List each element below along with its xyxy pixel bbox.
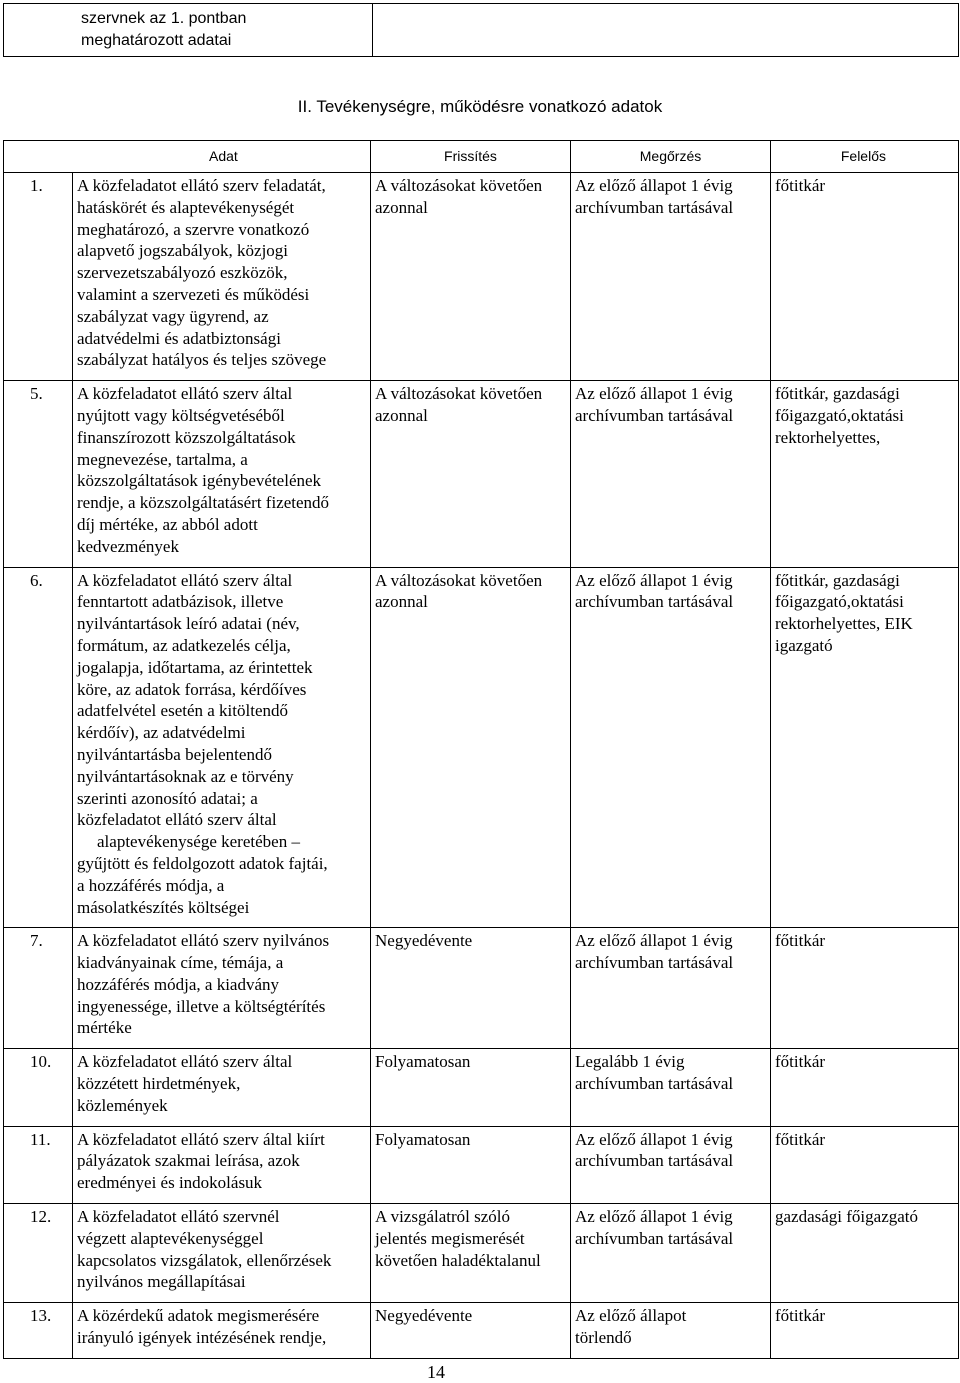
header-frissites: Frissítés — [371, 141, 571, 173]
section-title: II. Tevékenységre, működésre vonatkozó adatok — [297, 97, 663, 116]
top-text-line: szervnek az 1. pontban — [81, 10, 247, 27]
row-felelos-line: főtitkár — [775, 1129, 826, 1149]
row-number: 7. — [4, 928, 73, 1049]
row-number: 12. — [4, 1204, 73, 1303]
row-description-line: köre, az adatok forrása, kérdőíves — [77, 679, 307, 699]
row-felelos-line: főtitkár, gazdasági — [775, 570, 900, 590]
row-megorzes-line: archívumban tartásával — [575, 1074, 734, 1094]
row-description-line: megnevezése, tartalma, a — [77, 449, 248, 469]
row-frissites-line: Negyedévente — [375, 931, 473, 951]
row-felelos — [771, 928, 959, 1049]
row-description — [73, 381, 371, 567]
table-row — [4, 1303, 959, 1359]
row-megorzes-line: archívumban tartásával — [575, 1228, 734, 1248]
row-description-line: végzett alaptevékenységgel — [77, 1228, 264, 1248]
table-row — [4, 173, 959, 381]
table-row — [4, 1049, 959, 1126]
row-description-line: közzétett hirdetmények, — [77, 1074, 241, 1094]
row-felelos-line: gazdasági főigazgató — [775, 1207, 919, 1227]
row-frissites-line: Negyedévente — [375, 1306, 473, 1326]
row-frissites-line: Folyamatosan — [375, 1129, 471, 1149]
top-text-line: meghatározott adatai — [81, 32, 232, 49]
row-description-line: meghatározó, a szervre vonatkozó — [77, 219, 310, 239]
row-felelos-line: főigazgató,oktatási — [775, 405, 904, 425]
row-description — [73, 928, 371, 1049]
row-number: 6. — [4, 567, 73, 928]
row-megorzes — [571, 1204, 771, 1303]
header-felelos: Felelős — [771, 141, 959, 173]
row-megorzes-line: archívumban tartásával — [575, 592, 734, 612]
row-description-line: ingyenessége, illetve a költségtérítés — [77, 996, 326, 1016]
row-felelos — [771, 1126, 959, 1203]
row-description-line: közszolgáltatások igénybevételének — [77, 471, 322, 491]
row-megorzes-line: törlendő — [575, 1328, 632, 1348]
row-description — [73, 1049, 371, 1126]
row-description-line: nyújtott vagy költségvetéséből — [77, 405, 285, 425]
table-body — [4, 173, 959, 1359]
row-description-line: a hozzáférés módja, a — [77, 875, 225, 895]
table-row — [4, 1204, 959, 1303]
row-felelos — [771, 1303, 959, 1359]
row-description-line: formátum, az adatkezelés célja, — [77, 635, 291, 655]
row-felelos — [771, 567, 959, 928]
top-table-cell-text — [4, 4, 373, 57]
row-number: 1. — [4, 173, 73, 381]
row-description-line: A közfeladatot ellátó szerv nyilvános — [77, 931, 330, 951]
row-megorzes-line: Az előző állapot 1 évig — [575, 1129, 733, 1149]
row-megorzes — [571, 1303, 771, 1359]
row-megorzes — [571, 567, 771, 928]
row-megorzes-line: Az előző állapot 1 évig — [575, 176, 733, 195]
row-megorzes — [571, 1049, 771, 1126]
row-description-line: A közfeladatot ellátó szervnél — [77, 1207, 280, 1227]
row-frissites-line: jelentés megismerését — [375, 1228, 525, 1248]
row-description — [73, 1303, 371, 1359]
row-description-line: hatáskörét és alaptevékenységét — [77, 197, 295, 217]
row-felelos-line: főtitkár — [775, 1306, 826, 1326]
row-felelos — [771, 173, 959, 381]
table-row — [4, 381, 959, 567]
row-frissites — [371, 173, 571, 381]
row-frissites-line: A vizsgálatról szóló — [375, 1207, 511, 1227]
row-frissites-line: A változásokat követően — [375, 570, 543, 590]
row-frissites-line: A változásokat követően — [375, 384, 543, 404]
row-description-line: valamint a szervezeti és működési — [77, 284, 310, 304]
row-frissites — [371, 567, 571, 928]
row-description-line: nyilvántartások leíró adatai (név, — [77, 614, 300, 634]
header-adat: Adat — [4, 141, 371, 173]
row-description-line: A közfeladatot ellátó szerv feladatát, — [77, 176, 326, 195]
row-felelos-line: rektorhelyettes, — [775, 427, 881, 447]
row-description — [73, 567, 371, 928]
row-description-line: jogalapja, időtartama, az érintettek — [77, 657, 313, 677]
row-megorzes-line: Az előző állapot 1 évig — [575, 384, 733, 404]
row-felelos — [771, 381, 959, 567]
row-number: 5. — [4, 381, 73, 567]
table-row — [4, 928, 959, 1049]
row-description-line: kedvezmények — [77, 536, 179, 556]
row-frissites — [371, 928, 571, 1049]
row-description — [73, 173, 371, 381]
row-frissites — [371, 381, 571, 567]
row-felelos-line: főtitkár — [775, 1052, 826, 1072]
row-description-line: nyilvántartásba bejelentendő — [77, 744, 272, 764]
row-description-line: adatvédelmi és adatbiztonsági — [77, 328, 281, 348]
row-megorzes-line: Az előző állapot 1 évig — [575, 931, 733, 951]
row-megorzes-line: Az előző állapot 1 évig — [575, 570, 733, 590]
row-description-line: szervezetszabályozó eszközök, — [77, 263, 288, 283]
row-description-line: A közfeladatot ellátó szerv által — [77, 1052, 293, 1072]
row-felelos-line: főtitkár — [775, 176, 826, 195]
row-description-line: szerinti azonosító adatai; a — [77, 788, 258, 808]
row-description-line: A közfeladatot ellátó szerv által — [77, 570, 293, 590]
row-description-line: közlemények — [77, 1095, 168, 1115]
row-description-line: alapvető jogszabályok, közjogi — [77, 241, 289, 261]
row-description-line: A közfeladatot ellátó szerv által kiírt — [77, 1129, 325, 1149]
row-description-line: nyilvántartásoknak az e törvény — [77, 766, 294, 786]
row-description-line: rendje, a közszolgáltatásért fizetendő — [77, 493, 330, 513]
row-felelos-line: főtitkár — [775, 931, 826, 951]
row-description-line: irányuló igények intézésének rendje, — [77, 1328, 327, 1348]
row-description-line: kérdőív), az adatvédelmi — [77, 723, 246, 743]
row-megorzes-line: archívumban tartásával — [575, 405, 734, 425]
row-felelos — [771, 1049, 959, 1126]
row-description-line: fenntartott adatbázisok, illetve — [77, 592, 284, 612]
row-megorzes-line: archívumban tartásával — [575, 953, 734, 973]
row-description-line: gyűjtött és feldolgozott adatok fajtái, — [77, 853, 328, 873]
table-header-row — [4, 141, 959, 173]
table-row — [4, 567, 959, 928]
page-number: 14 — [427, 1362, 445, 1382]
row-description-line: szabályzat vagy ügyrend, az — [77, 306, 269, 326]
row-megorzes-line: Az előző állapot 1 évig — [575, 1207, 733, 1227]
row-felelos-line: rektorhelyettes, EIK — [775, 614, 913, 634]
row-megorzes — [571, 173, 771, 381]
top-table-row — [4, 4, 959, 57]
header-megorzes: Megőrzés — [571, 141, 771, 173]
row-frissites — [371, 1126, 571, 1203]
row-frissites-line: A változásokat követően — [375, 176, 543, 195]
row-megorzes — [571, 381, 771, 567]
row-description-line: kapcsolatos vizsgálatok, ellenőrzések — [77, 1250, 332, 1270]
row-frissites-line: azonnal — [375, 405, 428, 425]
row-description — [73, 1204, 371, 1303]
row-number: 13. — [4, 1303, 73, 1359]
row-felelos-line: igazgató — [775, 635, 833, 655]
row-frissites-line: azonnal — [375, 197, 428, 217]
row-description-line: pályázatok szakmai leírása, azok — [77, 1151, 300, 1171]
activity-data-table — [3, 140, 959, 1359]
row-description — [73, 1126, 371, 1203]
row-description-line: alaptevékenysége keretében – — [97, 832, 300, 852]
row-megorzes-line: Legalább 1 évig — [575, 1052, 685, 1072]
table-row — [4, 1126, 959, 1203]
row-frissites — [371, 1049, 571, 1126]
row-number: 11. — [4, 1126, 73, 1203]
row-description-line: közfeladatot ellátó szerv által — [77, 810, 277, 830]
row-description-line: nyilvános megállapításai — [77, 1272, 246, 1292]
row-megorzes-line: archívumban tartásával — [575, 1151, 734, 1171]
row-description-line: A közérdekű adatok megismerésére — [77, 1306, 320, 1326]
row-felelos-line: főigazgató,oktatási — [775, 592, 904, 612]
row-description-line: másolatkészítés költségei — [77, 897, 250, 917]
row-description-line: adatfelvétel esetén a kitöltendő — [77, 701, 288, 721]
row-frissites-line: Folyamatosan — [375, 1052, 471, 1072]
row-felelos — [771, 1204, 959, 1303]
row-felelos-line: főtitkár, gazdasági — [775, 384, 900, 404]
row-description-line: A közfeladatot ellátó szerv által — [77, 384, 293, 404]
row-frissites — [371, 1204, 571, 1303]
top-table — [3, 3, 959, 57]
row-megorzes-line: Az előző állapot — [575, 1306, 687, 1326]
row-description-line: finanszírozott közszolgáltatások — [77, 427, 296, 447]
row-megorzes — [571, 928, 771, 1049]
row-megorzes-line: archívumban tartásával — [575, 197, 734, 217]
row-frissites — [371, 1303, 571, 1359]
row-frissites-line: követően haladéktalanul — [375, 1250, 541, 1270]
row-description-line: eredményei és indokolásuk — [77, 1173, 263, 1193]
row-description-line: mértéke — [77, 1018, 132, 1038]
row-description-line: díj mértéke, az abból adott — [77, 514, 258, 534]
top-table-cell-empty — [373, 4, 959, 57]
row-description-line: hozzáférés módja, a kiadvány — [77, 974, 280, 994]
row-description-line: kiadványainak címe, témája, a — [77, 953, 284, 973]
row-megorzes — [571, 1126, 771, 1203]
row-description-line: szabályzat hatályos és teljes szövege — [77, 350, 327, 370]
row-frissites-line: azonnal — [375, 592, 428, 612]
row-number: 10. — [4, 1049, 73, 1126]
